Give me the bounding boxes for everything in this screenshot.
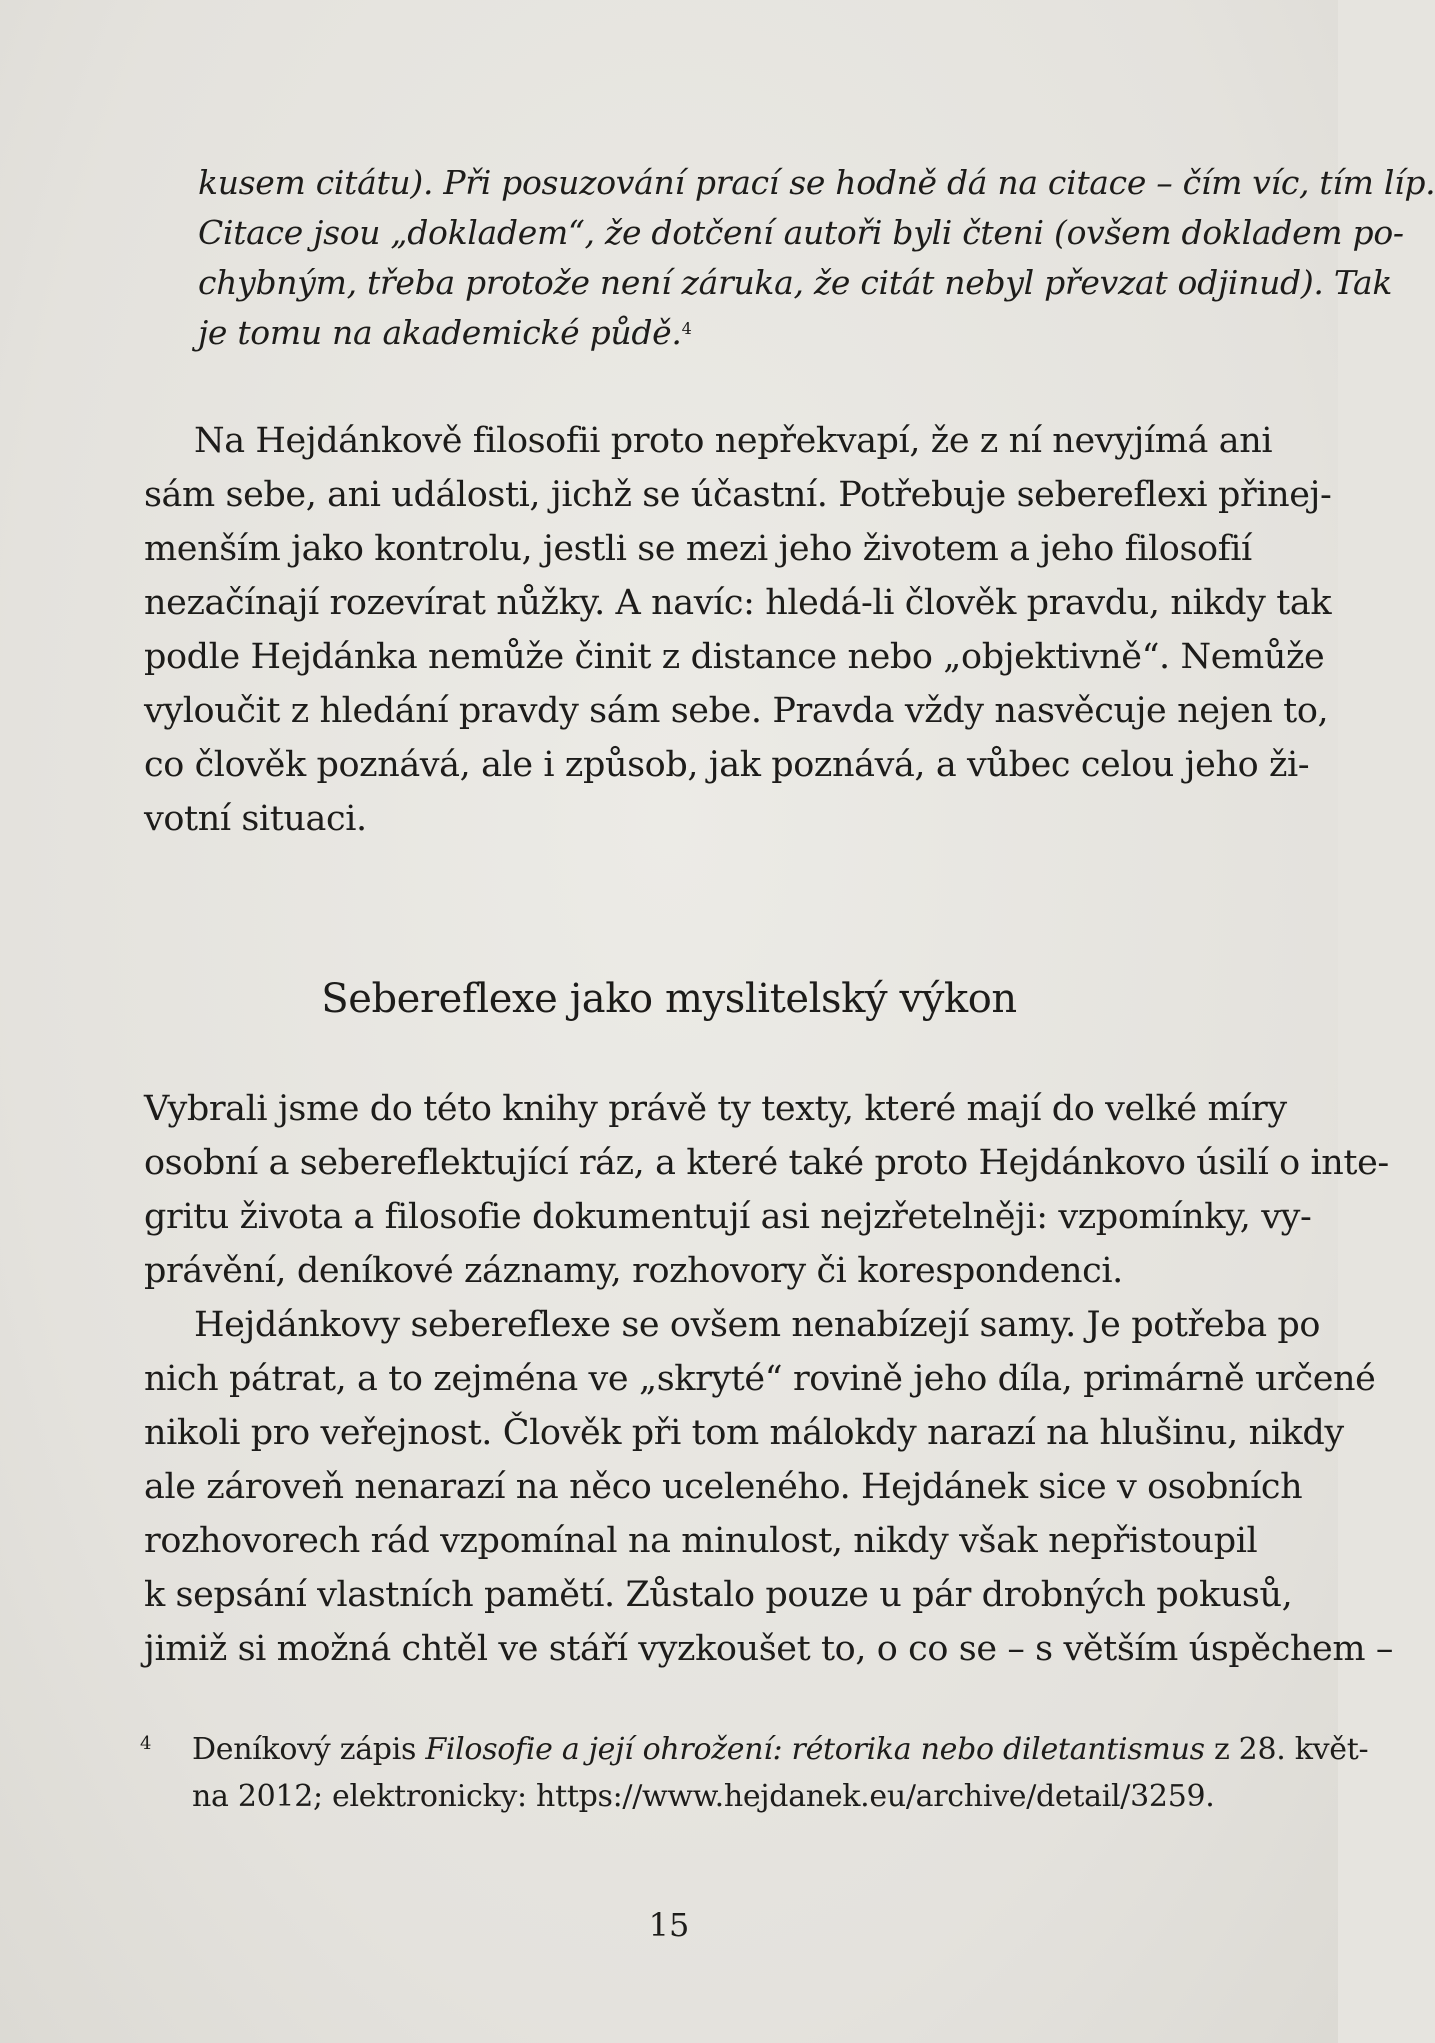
paragraph-line: osobní a sebereflektující ráz, a které také proto Hejdánkovo úsilí o inte- <box>144 1143 1389 1183</box>
paragraph-line: gritu života a filosofie dokumentují asi nejzřetelněji: vzpomínky, vy- <box>144 1197 1312 1237</box>
quote-line: chybným, třeba protože není záruka, že citát nebyl převzat odjinud). Tak <box>198 263 1393 302</box>
paragraph-line: jimiž si možná chtěl ve stáří vyzkoušet to, o co se – s větším úspěchem – <box>144 1629 1393 1669</box>
paragraph-line: nikoli pro veřejnost. Člověk při tom málokdy narazí na hlušinu, nikdy <box>144 1413 1344 1453</box>
paragraph-line: nich pátrat, a to zejména ve „skryté“ rovině jeho díla, primárně určené <box>144 1359 1376 1399</box>
footnote <box>140 1726 1369 1820</box>
page-number: 15 <box>648 1906 690 1944</box>
paragraph-line: ale zároveň nenarazí na něco uceleného. Hejdánek sice v osobních <box>144 1467 1303 1507</box>
block-quote <box>198 158 1435 358</box>
paragraph-line: Na Hejdánkově filosofii proto nepřekvapí, že z ní nevyjímá ani <box>194 421 1273 461</box>
paragraph-line: Vybrali jsme do této knihy právě ty texty, které mají do velké míry <box>144 1089 1287 1129</box>
paragraph-line: co člověk poznává, ale i způsob, jak poznává, a vůbec celou jeho ži- <box>144 745 1310 785</box>
footnote-title: Filosofie a její ohrožení: rétorika nebo diletantismus <box>425 1732 1205 1767</box>
paragraph-line: nezačínají rozevírat nůžky. A navíc: hledá-li člověk pravdu, nikdy tak <box>144 583 1332 623</box>
paragraph-line: k sepsání vlastních pamětí. Zůstalo pouze u pár drobných pokusů, <box>144 1575 1293 1615</box>
footnote-reference: 4 <box>681 319 692 338</box>
paragraph-line: menším jako kontrolu, jestli se mezi jeho životem a jeho filosofií <box>144 529 1252 569</box>
footnote-line: Deníkový zápis Filosofie a její ohrožení: rétorika nebo diletantismus z 28. květ- <box>192 1732 1369 1767</box>
footnote-line: na 2012; elektronicky: https://www.hejdanek.eu/archive/detail/3259. <box>192 1779 1215 1814</box>
footnote-number: 4 <box>140 1733 152 1754</box>
paragraph-line: votní situaci. <box>144 799 367 839</box>
quote-line: je tomu na akademické půdě.$^4$ <box>198 313 692 352</box>
paragraph-line: sám sebe, ani události, jichž se účastní. Potřebuje sebereflexi přinej- <box>144 475 1332 515</box>
paragraph-line: Hejdánkovy sebereflexe se ovšem nenabízejí samy. Je potřeba po <box>194 1305 1321 1345</box>
paragraph <box>144 1082 1393 1676</box>
paragraph-line: právění, deníkové záznamy, rozhovory či korespondenci. <box>144 1251 1123 1291</box>
footnote-text <box>192 1726 1369 1820</box>
section-heading: Sebereflexe jako myslitelský výkon <box>321 976 1017 1022</box>
paragraph-line: rozhovorech rád vzpomínal na minulost, nikdy však nepřistoupil <box>144 1521 1258 1561</box>
quote-line: kusem citátu). Při posuzování prací se hodně dá na citace – čím víc, tím líp. <box>198 163 1435 202</box>
paragraph <box>144 414 1332 846</box>
paragraph-line: vyloučit z hledání pravdy sám sebe. Pravda vždy nasvěcuje nejen to, <box>144 691 1329 731</box>
paragraph-line: podle Hejdánka nemůže činit z distance nebo „objektivně“. Nemůže <box>144 637 1325 677</box>
quote-line: Citace jsou „dokladem“, že dotčení autoři byli čteni (ovšem dokladem po- <box>198 213 1404 252</box>
